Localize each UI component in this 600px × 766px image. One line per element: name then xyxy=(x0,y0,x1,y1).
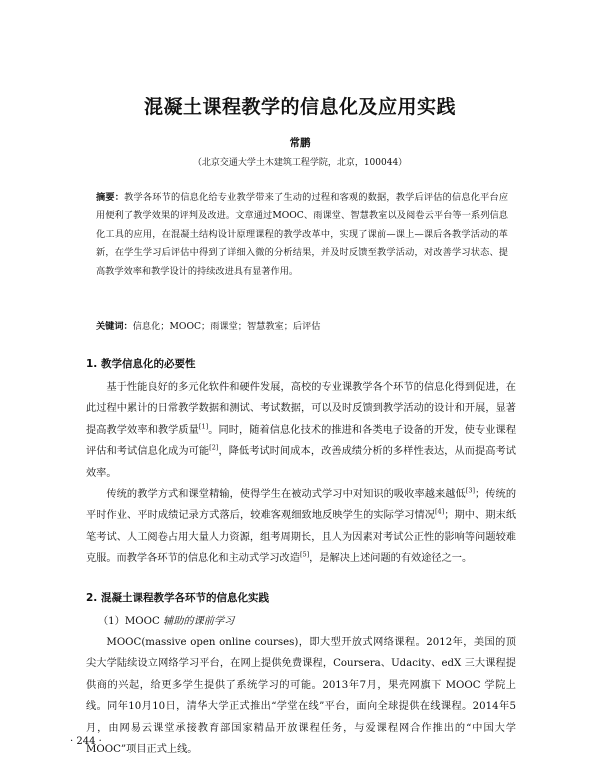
paragraph-text: ；传统的平时作业、平时成绩记录方式落后，较难客观细致地反映学生的实际学习情况 xyxy=(86,489,517,522)
abstract xyxy=(96,189,508,281)
citation: [4] xyxy=(435,508,445,517)
article-title: 混凝土课程教学的信息化及应用实践 xyxy=(143,96,456,118)
citation: [5] xyxy=(299,550,310,559)
citation: [3] xyxy=(465,486,476,495)
section-1-paragraph-2 xyxy=(86,484,516,570)
paragraph-text: ，是解决上述问题的有效途径之一。 xyxy=(309,553,473,565)
section-2-paragraph-1: MOOC(massive open online courses)，即大型开放式网络课程。2012年，美国的顶尖大学陆续设立网络学习平台，在网上提供免费课程，Coursera、Udacity、edX 三大课程提供商的兴起，给更多学生提供了系统学习的可能。2013年7月，果壳网旗下 MOOC 学院上线。同年10月10日，清华大学正式推出“学堂在线”平台，面向全球提供在线课程。2014年5月，由网易云课堂承接教育部国家精品开放课程任务，与爱课程网合作推出的“中国大学 MOOC”项目正式上线。 xyxy=(86,637,516,756)
subsection-heading xyxy=(98,612,234,627)
section-1-paragraph-1 xyxy=(86,377,516,484)
paragraph-text: 。同时，随着信息化技术的推进和各类电子设备的开发，使专业课程评估和考试信息化成为可能 xyxy=(86,424,517,458)
keywords-text: 信息化；MOOC；雨课堂；智慧教室；后评估 xyxy=(132,321,321,332)
section-2-heading: 2. 混凝土课程教学各环节的信息化实践 xyxy=(86,592,269,604)
paragraph-text: ，降低考试时间成本，改善成绩分析的多样性表达，从而提高考试效率。 xyxy=(86,446,516,479)
subsection-number: （1）MOOC xyxy=(98,616,164,627)
citation: [2] xyxy=(209,443,219,452)
citation: [1] xyxy=(198,422,209,431)
paragraph-text: ；期中、期末纸笔考试、人工阅卷占用大量人力资源，组考周期长，且人为因素对考试公正性的影响等问题较难克服。而教学各环节的信息化和主动式学习改造 xyxy=(86,510,517,565)
keywords xyxy=(96,319,508,335)
section-1-heading: 1. 教学信息化的必要性 xyxy=(86,358,196,370)
paragraph-text: 基于性能良好的多元化软件和硬件发展，高校的专业课教学各个环节的信息化得到促进，在此过程中累计的日常教学数据和测试、考试数据，可以及时反馈到教学活动的设计和开展，显著提高教学效率和教学质量 xyxy=(86,382,516,436)
author-affiliation: （北京交通大学土木建筑工程学院，北京，100044） xyxy=(192,158,408,168)
abstract-label: 摘要： xyxy=(96,192,125,203)
abstract-text: 教学各环节的信息化给专业教学带来了生动的过程和客观的数据，教学后评估的信息化平台应用便利了教学效果的评判及改进。文章通过MOOC、雨课堂、智慧教室以及阅卷云平台等一系列信息化工具的应用，在混凝土结构设计原理课程的教学改革中，实现了课前—课上—课后各教学活动的革新，在学生学习后评估中得到了详细入微的分析结果，并及时反馈至教学活动，对改善学习状态、提高教学效率和教学设计的持续改进具有显著作用。 xyxy=(96,192,509,277)
author-name: 常鹏 xyxy=(289,137,311,149)
page-number: · 244 · xyxy=(70,736,102,747)
subsection-title: 辅助的课前学习 xyxy=(163,616,235,627)
keywords-label: 关键词： xyxy=(96,321,133,332)
paragraph-text: 传统的教学方式和课堂精输，使得学生在被动式学习中对知识的吸收率越来越低 xyxy=(106,489,466,500)
